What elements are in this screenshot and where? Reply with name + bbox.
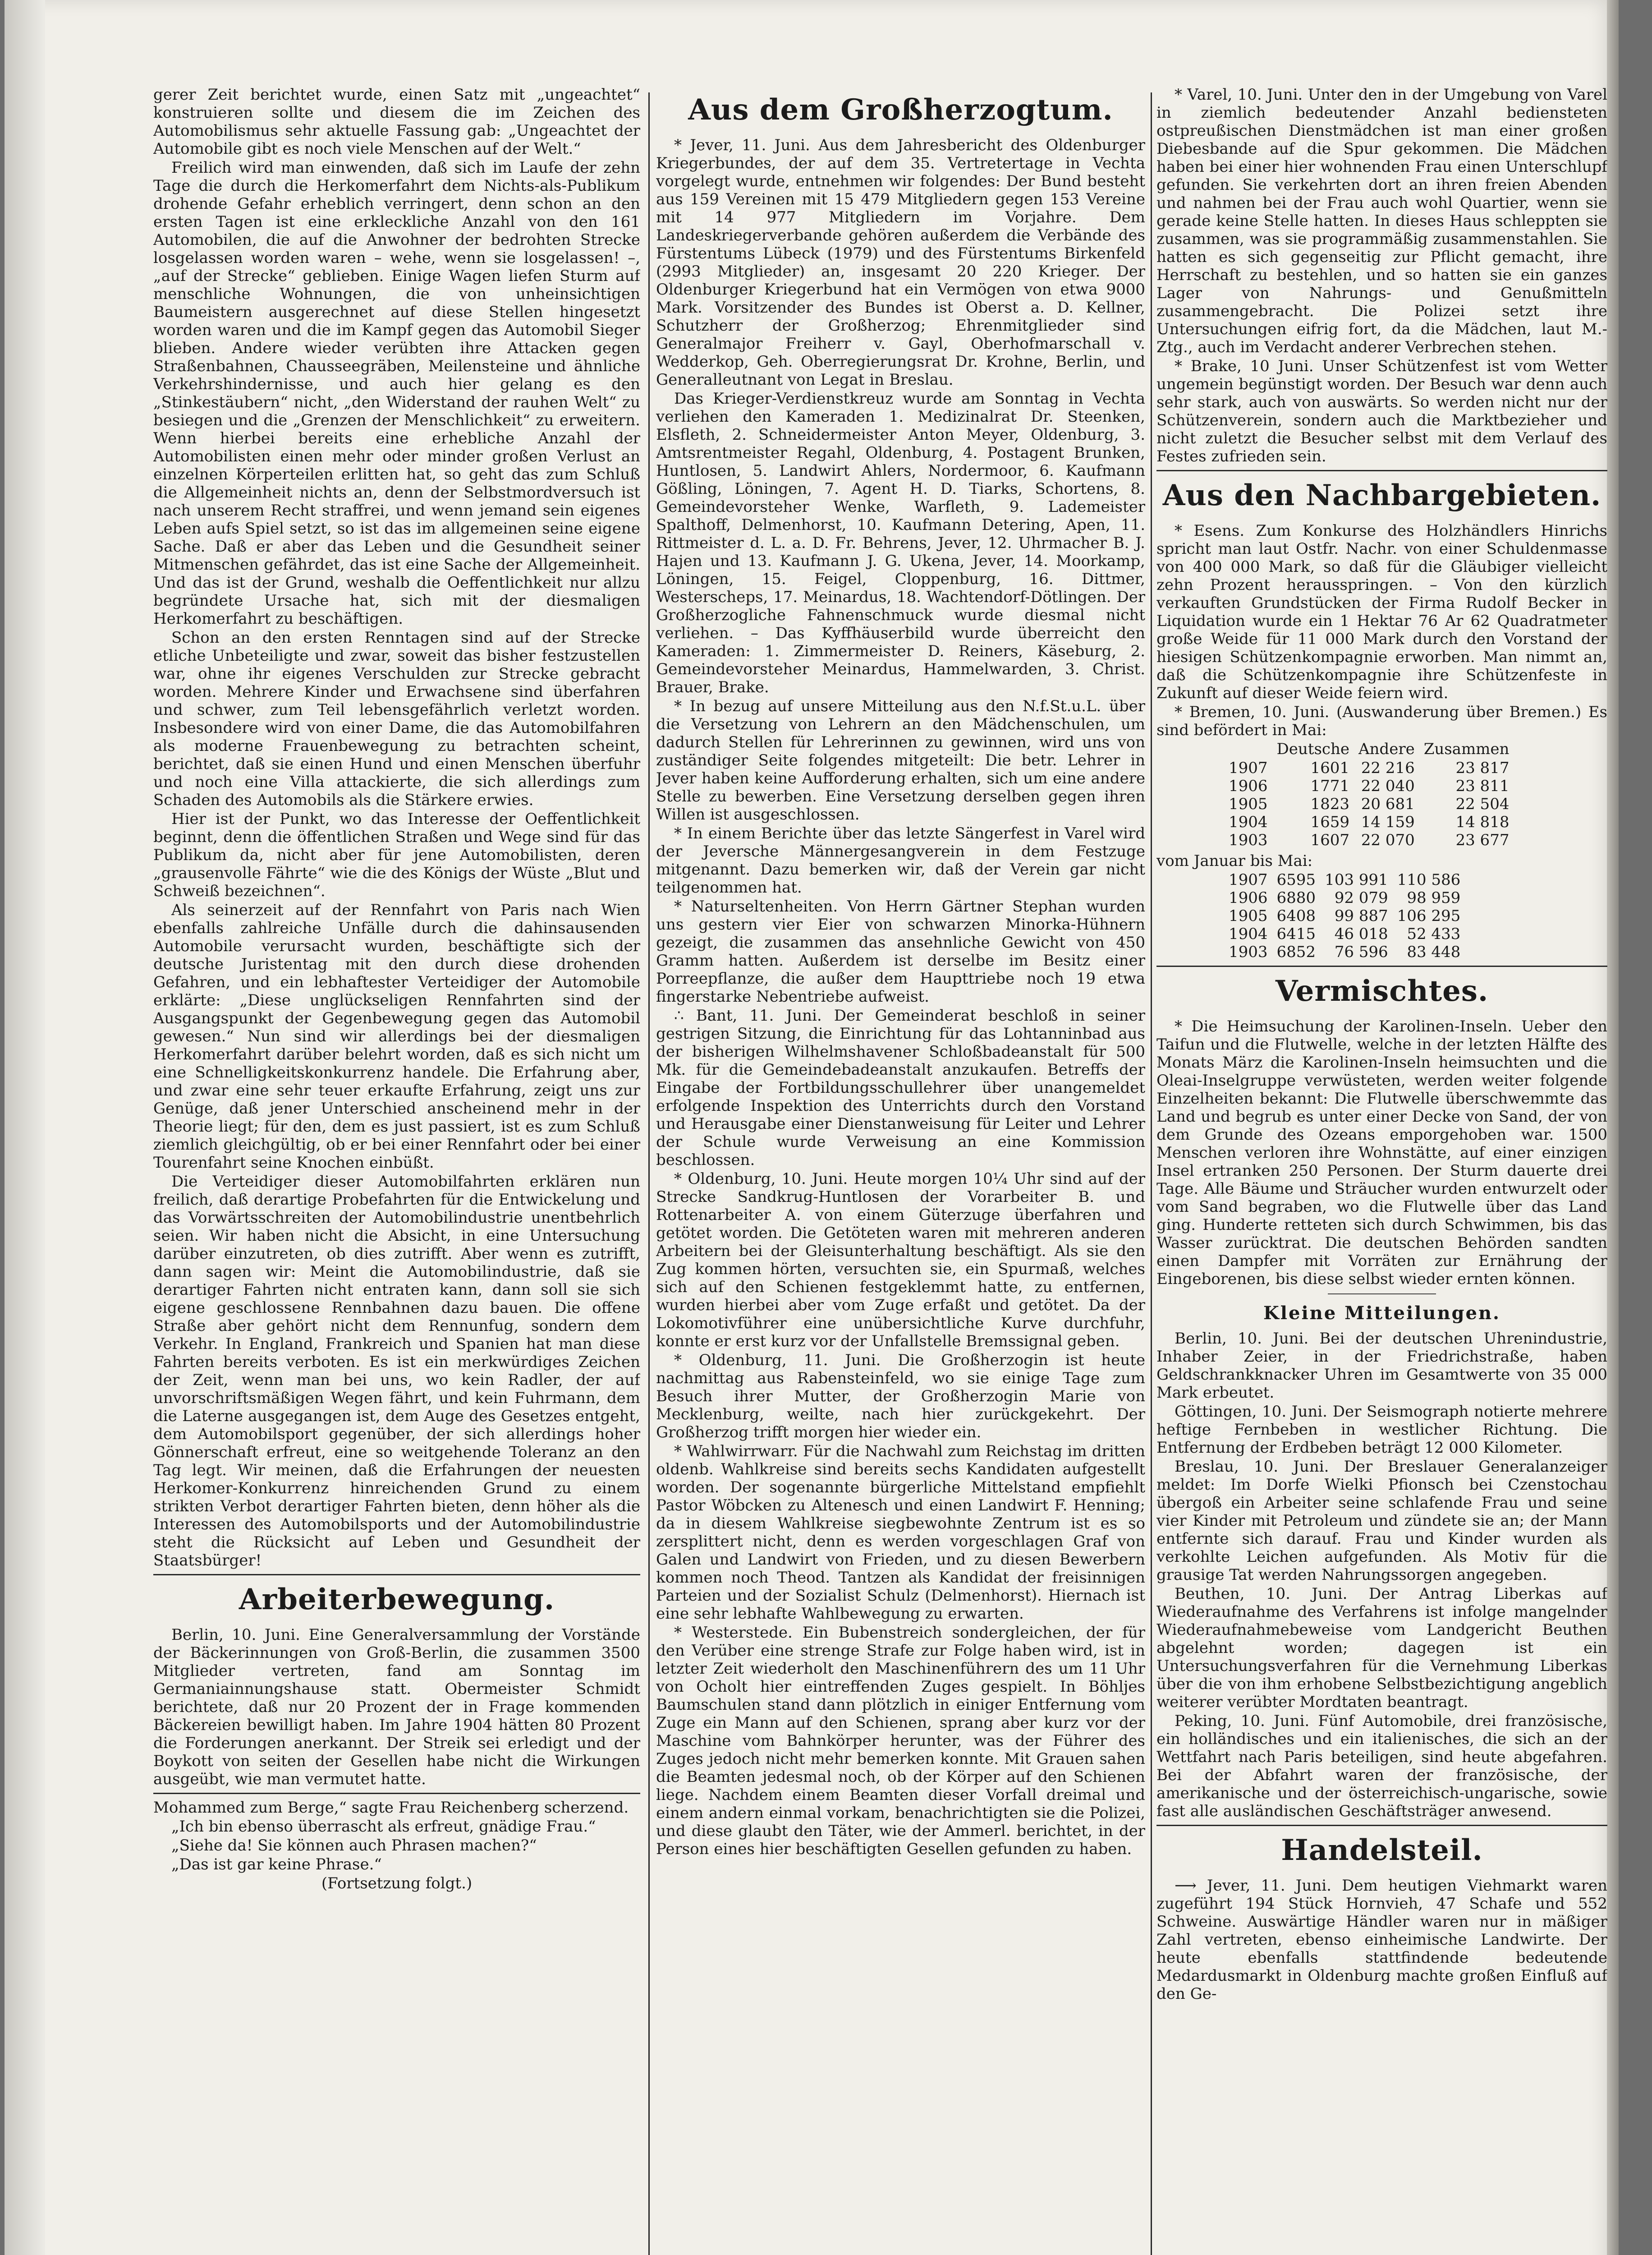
table-cell: 1601 xyxy=(1310,759,1349,777)
article-paragraph: * Oldenburg, 11. Juni. Die Großherzogin ist heute nachmittag aus Rabensteinfeld, wo sie einige Tage zum Besuch ihrer Mutter, der Großherzogin Marie von Mecklenburg, weilte, nach hier zurückgekehrt. Der Großherzog trifft morgen hier wieder ein. xyxy=(656,1351,1145,1441)
table-row xyxy=(1166,907,1460,925)
article-paragraph: Schon an den ersten Renntagen sind auf der Strecke etliche Unbeteiligte und zwar, soweit das bisher festzustellen war, ohne ihr eigenes Verschulden zur Strecke gebracht worden. Mehrere Kinder und Erwachsene sind überfahren und schwer, zum Teil lebensgefährlich verletzt worden. Insbesondere wird von einer Dame, die das Automobilfahren als moderne Frauenbewegung zu betrachten scheint, berichtet, daß sie einen Hund und einen Menschen überfuhr und noch eine Villa attackierte, die sich allerdings zum Schaden des Automobils als die Stärkere erwies. xyxy=(153,629,640,809)
table-cell: 22 504 xyxy=(1455,795,1510,813)
table-row xyxy=(1166,795,1509,813)
feuilleton-paragraph: „Das ist gar keine Phrase.“ xyxy=(171,1855,382,1873)
table-cell: 1823 xyxy=(1310,795,1349,813)
section-heading-arbeiterbewegung: Arbeiterbewegung. xyxy=(239,1583,555,1616)
article-paragraph: * In einem Berichte über das letzte Sängerfest in Varel wird der Jeversche Männergesangverein in dem Festzuge mitgenannt. Dazu bemerken wir, daß der Verein gar nicht teilgenommen hat. xyxy=(656,824,1145,897)
article-paragraph: Peking, 10. Juni. Fünf Automobile, drei französische, ein holländisches und ein italienisches, die sich an der Wettfahrt nach Paris beteiligen, sind heute abgefahren. Bei der Abfahrt waren der französische, der amerikanische und der österreichisch-ungarische, sowie fast alle ausländischen Geschäftsträger anwesend. xyxy=(1156,1712,1607,1820)
table-cell: 1907 xyxy=(1229,759,1268,777)
table-cell: 23 677 xyxy=(1455,831,1510,849)
table-sublabel: vom Januar bis Mai: xyxy=(1156,852,1313,870)
article-paragraph: * Oldenburg, 10. Juni. Heute morgen 10¼ Uhr sind auf der Strecke Sandkrug-Huntlosen der Vorarbeiter B. und Rottenarbeiter A. von einem Güterzuge überfahren und getötet worden. Die Getöteten waren mit mehreren anderen Arbeitern bei der Gleisunterhaltung beschäftigt. Als sie den Zug kommen hörten, versuchten sie, ein Spurmaß, welches sich auf den Schienen festgeklemmt hatte, zu entfernen, wurden hierbei aber vom Zuge erfaßt und getötet. Da der Lokomotivführer eine unübersichtliche Kurve durchfuhr, konnte er erst kurz vor der Unfallstelle Bremssignal geben. xyxy=(656,1170,1145,1350)
table-cell: 1903 xyxy=(1229,831,1268,849)
section-divider xyxy=(1156,470,1607,471)
article-paragraph: ∴ Bant, 11. Juni. Der Gemeinderat beschloß in seiner gestrigen Sitzung, die Einrichtung für das Lohtanninbad aus der bisherigen Wilhelmshavener Schloßbadeanstalt für 500 Mk. für die Gemeindebadeanstalt anzukaufen. Betreffs der Eingabe der Fortbildungsschullehrer über unangemeldet erfolgende Inspektion des Unterrichts durch den Vorstand und Herausgabe einer Dienstanweisung für Leiter und Lehrer der Schule wurde Verweisung an eine Kommission beschlossen. xyxy=(656,1007,1145,1169)
table-cell: 20 681 xyxy=(1361,795,1415,813)
table-header: Zusammen xyxy=(1423,740,1510,758)
article-paragraph: gerer Zeit berichtet wurde, einen Satz mit „ungeachtet“ konstruieren sollte und diesem die im Zeichen des Automobilismus sehr aktuelle Fassung gab: „Ungeachtet der Automobile gibt es noch viele Menschen auf der Welt.“ xyxy=(153,86,640,158)
article-paragraph: Breslau, 10. Juni. Der Breslauer Generalanzeiger meldet: Im Dorfe Wielki Pfionsch bei Czenstochau übergoß ein Arbeiter seine schlafende Frau und seine vier Kinder mit Petroleum und zündete sie an; der Mann entfernte sich darauf. Frau und Kinder wurden als verkohlte Leichen aufgefunden. Als Motiv für die grausige Tat werden Nahrungssorgen angegeben. xyxy=(1156,1458,1607,1584)
article-paragraph: * Naturseltenheiten. Von Herrn Gärtner Stephan wurden uns gestern vier Eier von schwarzen Minorka-Hühnern gezeigt, die zusammen das ansehnliche Gewicht von 450 Gramm hatten. Außerdem ist derselbe im Besitz einer Porreepflanze, die außer dem Haupttriebe noch 19 etwa fingerstarke Nebentriebe aufweist. xyxy=(656,897,1145,1006)
section-heading-grossherzogtum: Aus dem Großherzogtum. xyxy=(688,93,1113,127)
feuilleton-paragraph: „Siehe da! Sie können auch Phrasen machen?“ xyxy=(171,1836,537,1855)
table-cell: 23 811 xyxy=(1455,777,1510,795)
article-paragraph: * Westerstede. Ein Bubenstreich sondergleichen, der für den Verüber eine strenge Strafe zur Folge haben wird, ist in letzter Zeit wiederholt den Maschinenführern des um 11 Uhr von Ocholt hier eintreffenden Zuges gespielt. In Böhljes Baumschulen stand dann plötzlich in einiger Entfernung vom Zuge ein Mann auf den Schienen, sprang aber kurz vor der Maschine vom Bahnkörper herunter, was der Führer des Zuges jedoch nicht mehr bemerken konnte. Mit Grauen sahen die Beamten jedesmal noch, ob der Körper auf den Schienen liege. Nachdem einem Beamten dieser Vorfall dreimal und einem andern einmal vorkam, benachrichtigten sie die Polizei, und diese glaubt den Täter, wie der Ammerl. berichtet, in der Person eines hier beschäftigten Gesellen gefunden zu haben. xyxy=(656,1624,1145,1858)
column-middle xyxy=(656,86,1145,2255)
table-cell: 22 040 xyxy=(1361,777,1415,795)
column-rule xyxy=(648,92,650,2255)
newspaper-page xyxy=(5,0,1619,2255)
section-heading-handelsteil: Handelsteil. xyxy=(1281,1833,1483,1867)
table-cell: 1659 xyxy=(1310,813,1349,831)
article-paragraph: * Bremen, 10. Juni. (Auswanderung über Bremen.) Es sind befördert in Mai: xyxy=(1156,703,1607,739)
table-cell: 22 216 xyxy=(1361,759,1415,777)
table-cell: 52 433 xyxy=(1407,925,1461,943)
table-row xyxy=(1166,759,1509,777)
article-paragraph: Göttingen, 10. Juni. Der Seismograph notierte mehrere heftige Fernbeben in westlicher Richtung. Die Entfernung der Erdbeben beträgt 12 000 Kilometer. xyxy=(1156,1403,1607,1457)
table-cell: 1904 xyxy=(1229,925,1268,943)
table-cell: 106 295 xyxy=(1397,907,1461,925)
table-cell: 1905 xyxy=(1229,795,1268,813)
table-row xyxy=(1166,777,1509,795)
table-row xyxy=(1166,889,1460,907)
table-cell: 1607 xyxy=(1310,831,1349,849)
table-cell: 1906 xyxy=(1229,889,1268,907)
table-cell: 23 817 xyxy=(1455,759,1510,777)
table-header-year xyxy=(1166,740,1268,759)
article-paragraph: Berlin, 10. Juni. Eine Generalversammlung der Vorstände der Bäckerinnungen von Groß-Berlin, die zusammen 3500 Mitglieder vertreten, fand am Sonntag im Germaniainnungshause statt. Obermeister Schmidt berichtete, daß nur 20 Prozent der in Frage kommenden Bäckereien bewilligt haben. Im Jahre 1904 hätten 80 Prozent die Forderungen anerkannt. Der Streik sei erledigt und der Boykott von seiten der Gesellen habe nicht die Wirkungen ausgeübt, wie man vermutet hatte. xyxy=(153,1626,640,1788)
table-header-row xyxy=(1166,740,1509,759)
table-cell: 110 586 xyxy=(1397,871,1461,889)
section-heading-nachbargebiete: Aus den Nachbargebieten. xyxy=(1162,479,1602,512)
article-paragraph: Das Krieger-Verdienstkreuz wurde am Sonntag in Vechta verliehen den Kameraden 1. Medizinalrat Dr. Steenken, Elsfleth, 2. Schneidermeister Anton Meyer, Oldenburg, 3. Amtsrentmeister Regahl, Oldenburg, 4. Postagent Brunken, Huntlosen, 5. Landwirt Ahlers, Nordermoor, 6. Kaufmann Gößling, Löningen, 7. Agent H. D. Tiarks, Schortens, 8. Gemeindevorsteher Wenke, Warfleth, 9. Lademeister Spalthoff, Delmenhorst, 10. Kaufmann Detering, Apen, 11. Rittmeister d. L. a. D. Fr. Behrens, Jever, 12. Uhrmacher B. J. Hajen und 13. Kaufmann J. G. Ukena, Jever, 14. Moorkamp, Löningen, 15. Feigel, Cloppenburg, 16. Dittmer, Westerscheps, 17. Meinardus, 18. Wachtendorf-Dötlingen. Der Großherzogliche Fahnenschmuck wurde diesmal nicht verliehen. – Das Kyffhäuserbild wurde überreicht den Kameraden: 1. Zimmermeister D. Reiners, Käseburg, 2. Gemeindevorsteher Meinardus, Hammelwarden, 3. Christ. Brauer, Brake. xyxy=(656,390,1145,696)
table-cell: 22 070 xyxy=(1361,831,1415,849)
table-cell: 6852 xyxy=(1276,943,1316,961)
table-row xyxy=(1166,925,1460,943)
article-paragraph: * In bezug auf unsere Mitteilung aus den N.f.St.u.L. über die Versetzung von Lehrern an den Mädchenschulen, um dadurch Stellen für Lehrerinnen zu gewinnen, wird uns von zuständiger Seite folgendes mitgeteilt: Die betr. Lehrer in Jever haben keine Aufforderung erhalten, sich um eine andere Stelle zu bewerben. Eine Versetzung derselben gegen ihren Willen ist ausgeschlossen. xyxy=(656,697,1145,824)
emigration-table-may xyxy=(1166,740,1509,849)
feuilleton-paragraph: Mohammed zum Berge,“ sagte Frau Reichenberg scherzend. xyxy=(153,1799,629,1817)
article-paragraph: * Wahlwirrwarr. Für die Nachwahl zum Reichstag im dritten oldenb. Wahlkreise sind bereits sechs Kandidaten aufgestellt worden. Der sogenannte bürgerliche Mittelstand empfiehlt Pastor Wöbcken zu Altenesch und einen Landwirt F. Henning; da in diesem Wahlkreise siegbewohnte Zentrum ist es so zersplittert nicht, denn es werden vorgeschlagen Graf von Galen und Landwirt von Frieden, und zu diesen Bewerbern kommen noch Theod. Tantzen als Kandidat der freisinnigen Parteien und der Sozialist Schulz (Delmenhorst). Hiernach ist eine sehr lebhafte Wahlbewegung zu erwarten. xyxy=(656,1442,1145,1623)
table-cell: 1903 xyxy=(1229,943,1268,961)
column-rule xyxy=(1151,92,1152,2255)
article-paragraph: * Jever, 11. Juni. Aus dem Jahresbericht des Oldenburger Kriegerbundes, der auf dem 35. Vertretertage in Vechta vorgelegt wurde, entnehmen wir folgendes: Der Bund besteht aus 159 Vereinen mit 15 479 Mitgliedern gegen 153 Vereine mit 14 977 Mitgliedern im Vorjahre. Dem Landeskriegerverbande gehören außerdem die Verbände des Fürstentums Lübeck (1979) und des Fürstentums Birkenfeld (2993 Mitglieder) an, insgesamt 20 220 Krieger. Der Oldenburger Kriegerbund hat ein Vermögen von etwa 9000 Mark. Vorsitzender des Bundes ist Oberst a. D. Kellner, Schutzherr der Großherzog; Ehrenmitglieder sind Generalmajor Freiherr v. Gayl, Oberhofmarschall v. Wedderkop, Geh. Oberregierungsrat Dr. Krohne, Berlin, und Generalleutnant von Legat in Breslau. xyxy=(656,136,1145,389)
short-divider xyxy=(1328,1293,1436,1294)
table-cell: 46 018 xyxy=(1334,925,1388,943)
section-divider xyxy=(153,1574,640,1575)
subheading-kleine-mitteilungen: Kleine Mitteilungen. xyxy=(1263,1302,1501,1324)
table-cell: 103 991 xyxy=(1325,871,1388,889)
feuilleton-paragraph: „Ich bin ebenso überrascht als erfreut, gnädige Frau.“ xyxy=(171,1818,596,1836)
table-cell: 99 887 xyxy=(1334,907,1388,925)
article-paragraph: Als seinerzeit auf der Rennfahrt von Paris nach Wien ebenfalls zahlreiche Unfälle durch die dahinsausenden Automobile verursacht wurden, beschäftigte sich der deutsche Juristentag mit den durch diese drohenden Gefahren, und ein lebhaftester Verteidiger der Automobile erklärte: „Diese unglückseligen Rennfahrten sind der Ausgangspunkt der Gegenbewegung gegen das Automobil gewesen.“ Nun sind wir allerdings bei der diesmaligen Herkomerfahrt darüber belehrt worden, daß es sich nicht um eine Schnelligkeitskonkurrenz handele. Die Erfahrung aber, und zwar eine sehr teuer erkaufte Erfahrung, zeigt uns zur Genüge, daß jener Unterschied anscheinend mehr in der Theorie liegt; für den, dem es just passiert, ist es zum Schluß ziemlich gleichgültig, ob er bei einer Rennfahrt oder bei einer Tourenfahrt seine Knochen einbüßt. xyxy=(153,901,640,1172)
table-row xyxy=(1166,813,1509,831)
table-header: Deutsche xyxy=(1276,740,1349,758)
article-paragraph: * Brake, 10 Juni. Unser Schützenfest ist vom Wetter ungemein begünstigt worden. Der Besuch war denn auch sehr stark, auch von auswärts. So werden nicht nur der Schützenverein, sondern auch die Marktbezieher und nicht zuletzt die Besucher selbst mit dem Verlauf des Festes zufrieden sein. xyxy=(1156,357,1607,465)
table-row xyxy=(1166,943,1460,961)
table-cell: 14 159 xyxy=(1361,813,1415,831)
article-paragraph: * Varel, 10. Juni. Unter den in der Umgebung von Varel in ziemlich bedeutender Anzahl bediensteten ostpreußischen Dienstmädchen ist man einer großen Diebesbande auf die Spur gekommen. Die Mädchen haben bei einer hier wohnenden Frau einen Unterschlupf gefunden. Sie verkehrten dort an ihren freien Abenden und nahmen bei der Frau auch wohl Quartier, wenn sie gerade keine Stelle hatten. In dieses Haus schleppten sie zusammen, was sie programmäßig zusammenstahlen. Sie hatten es sich gegenseitig zur Pflicht gemacht, ihre Herrschaft zu bestehlen, und so hatten sie ein ganzes Lager von Nahrungs- und Genußmitteln zusammengebracht. Die Polizei setzt ihre Untersuchungen eifrig fort, da die Mädchen, laut M.-Ztg., auch im Verdacht anderer Verbrechen stehen. xyxy=(1156,86,1607,356)
emigration-table-jan-may xyxy=(1166,871,1460,961)
article-paragraph: Beuthen, 10. Juni. Der Antrag Liberkas auf Wiederaufnahme des Verfahrens ist infolge mangelnder Wiederaufnahmebeweise vom Landgericht Beuthen abgelehnt worden; dagegen ist ein Untersuchungsverfahren für die Vernehmung Liberkas über die von ihm erhobene Selbstbezichtigung angeblich weiterer verübter Mordtaten beantragt. xyxy=(1156,1585,1607,1711)
article-paragraph: Hier ist der Punkt, wo das Interesse der Oeffentlichkeit beginnt, denn die öffentlichen Straßen und Wege sind für das Publikum da, nicht aber für jene Automobilisten, deren „grausenvolle Fährte“ wie die des Königs der Wüste „Blut und Schweiß bezeichnen“. xyxy=(153,810,640,900)
table-cell: 98 959 xyxy=(1407,889,1461,907)
feuilleton-divider xyxy=(153,1793,640,1794)
table-cell: 1907 xyxy=(1229,871,1268,889)
article-paragraph: ⟶ Jever, 11. Juni. Dem heutigen Viehmarkt waren zugeführt 194 Stück Hornvieh, 47 Schafe und 552 Schweine. Auswärtige Händler waren nur in mäßiger Zahl vertreten, ebenso einheimische Landwirte. Der heute ebenfalls stattfindende bedeutende Medardusmarkt in Oldenburg machte großen Einfluß auf den Ge- xyxy=(1156,1877,1607,2003)
table-cell: 1905 xyxy=(1229,907,1268,925)
table-cell: 1771 xyxy=(1310,777,1349,795)
table-cell: 6595 xyxy=(1276,871,1316,889)
table-row xyxy=(1166,871,1460,889)
article-paragraph: * Die Heimsuchung der Karolinen-Inseln. Ueber den Taifun und die Flutwelle, welche in der letzten Hälfte des Monats März die Karolinen-Inseln heimsuchten und die Oleai-Inselgruppe verwüsteten, werden weiter folgende Einzelheiten bekannt: Die Flutwelle überschwemmte das Land und begrub es unter einer Decke von Sand, der von dem Grunde des Ozeans emporgehoben war. 1500 Menschen verloren ihre Wohnstätte, auf einer einzigen Insel ertranken 250 Personen. Der Sturm dauerte drei Tage. Alle Bäume und Sträucher wurden entwurzelt oder vom Sand begraben, wo die Flutwelle über das Land ging. Hunderte retteten sich durch Schwimmen, bis das Wasser zurücktrat. Die deutschen Behörden sandten einen Dampfer mit Vorräten zur Ernährung der Eingeborenen, bis diese selbst wieder ernten können. xyxy=(1156,1017,1607,1288)
continuation-note: (Fortsetzung folgt.) xyxy=(321,1874,473,1892)
article-paragraph: * Esens. Zum Konkurse des Holzhändlers Hinrichs spricht man laut Ostfr. Nachr. von einer Schuldenmasse von 400 000 Mark, so daß für die Gläubiger vielleicht zehn Prozent herausspringen. – Von den kürzlich verkauften Grundstücken der Firma Rudolf Becker in Liquidation wurde ein 1 Hektar 76 Ar 62 Quadratmeter große Weide für 11 000 Mark durch den Vorstand der hiesigen Schützenkompagnie erworben. Man nimmt an, daß die Schützenkompagnie ihre Schützenfeste in Zukunft auf dieser Weide feiern wird. xyxy=(1156,522,1607,702)
table-cell: 6408 xyxy=(1276,907,1316,925)
page-edge xyxy=(1607,0,1619,2255)
page-binding xyxy=(5,0,45,2255)
table-cell: 14 818 xyxy=(1455,813,1510,831)
section-heading-vermischtes: Vermischtes. xyxy=(1275,974,1489,1008)
table-header: Andere xyxy=(1358,740,1415,758)
article-paragraph: Berlin, 10. Juni. Bei der deutschen Uhrenindustrie, Inhaber Zeier, in der Friedrichstraße, haben Geldschrankknacker Uhren im Gesamtwerte von 35 000 Mark erbeutet. xyxy=(1156,1330,1607,1402)
article-paragraph: Freilich wird man einwenden, daß sich im Laufe der zehn Tage die durch die Herkomerfahrt dem Nichts-als-Publikum drohende Gefahr erheblich verringert, denn schon an den ersten Tagen ist eine erkleckliche Anzahl von den 161 Automobilen, die auf die Anwohner der bedrohten Strecke losgelassen worden waren – wehe, wenn sie losgelassen! –, „auf der Strecke“ geblieben. Einige Wagen liefen Sturm auf menschliche Wohnungen, die von unheinsichtigen Baumeistern ausgerechnet auf diese Stellen hingesetzt worden waren und die im Kampf gegen das Automobil Sieger blieben. Andere wieder verübten ihre Attacken gegen Straßenbahnen, Chausseegräben, Meilensteine und ähnliche Verkehrshindernisse, und auch hier gelang es den „Stinkestäubern“ nicht, „den Widerstand der rauhen Welt“ zu besiegen und die „Grenzen der Menschlichkeit“ zu erweitern. Wenn hierbei bereits eine erhebliche Anzahl der Automobilisten einen mehr oder minder großen Verlust an einzelnen Körperteilen erlitten hat, so geht das zum Schluß die Allgemeinheit nichts an, denn der Selbstmordversuch ist nach unserem Recht straffrei, und wenn jemand sein eigenes Leben aufs Spiel setzt, so ist das im allgemeinen seine eigene Sache. Daß er aber das Leben und die Gesundheit seiner Mitmenschen gefährdet, das ist eine Sache der Allgemeinheit. Und das ist der Grund, weshalb die Oeffentlichkeit nur allzu begründete Ursache hat, sich mit der diesmaligen Herkomerfahrt zu beschäftigen. xyxy=(153,159,640,628)
table-cell: 6415 xyxy=(1276,925,1316,943)
table-cell: 92 079 xyxy=(1334,889,1388,907)
table-cell: 6880 xyxy=(1276,889,1316,907)
article-paragraph: Die Verteidiger dieser Automobilfahrten erklären nun freilich, daß derartige Probefahrten für die Entwickelung und das Vorwärtsschreiten der Automobilindustrie unentbehrlich seien. Wir haben nicht die Absicht, in eine Untersuchung darüber einzutreten, ob dies zutrifft. Aber wenn es zutrifft, dann sagen wir: Meint die Automobilindustrie, daß sie derartiger Fahrten nicht entraten kann, dann soll sie sich eigene geschlossene Rennbahnen dazu bauen. Die offene Straße aber gehört nicht dem Rennunfug, sondern dem Verkehr. In England, Frankreich und Spanien hat man diese Fahrten bereits verboten. Es ist ein merkwürdiges Zeichen der Zeit, wenn man bei uns, wo kein Radler, der auf unvorschriftsmäßigen Wegen fährt, und kein Fuhrmann, dem die Laterne ausgegangen ist, dem Auge des Gesetzes entgeht, dem Automobilsport gegenüber, der sich allerdings hoher Gönnerschaft erfreut, eine so weitgehende Toleranz an den Tag legt. Wir meinen, daß die Erfahrungen der neuesten Herkomer-Konkurrenz hinreichenden Grund zu einem strikten Verbot derartiger Fahrten bieten, denn höher als die Interessen des Automobilsports und der Automobilindustrie steht die Rücksicht auf Leben und Gesundheit der Staatsbürger! xyxy=(153,1173,640,1569)
table-cell: 76 596 xyxy=(1334,943,1388,961)
table-row xyxy=(1166,831,1509,849)
table-cell: 83 448 xyxy=(1407,943,1461,961)
table-cell: 1906 xyxy=(1229,777,1268,795)
section-divider xyxy=(1156,966,1607,967)
section-divider xyxy=(1156,1825,1607,1826)
column-left xyxy=(153,86,640,2255)
column-right xyxy=(1156,86,1607,2255)
table-cell: 1904 xyxy=(1229,813,1268,831)
